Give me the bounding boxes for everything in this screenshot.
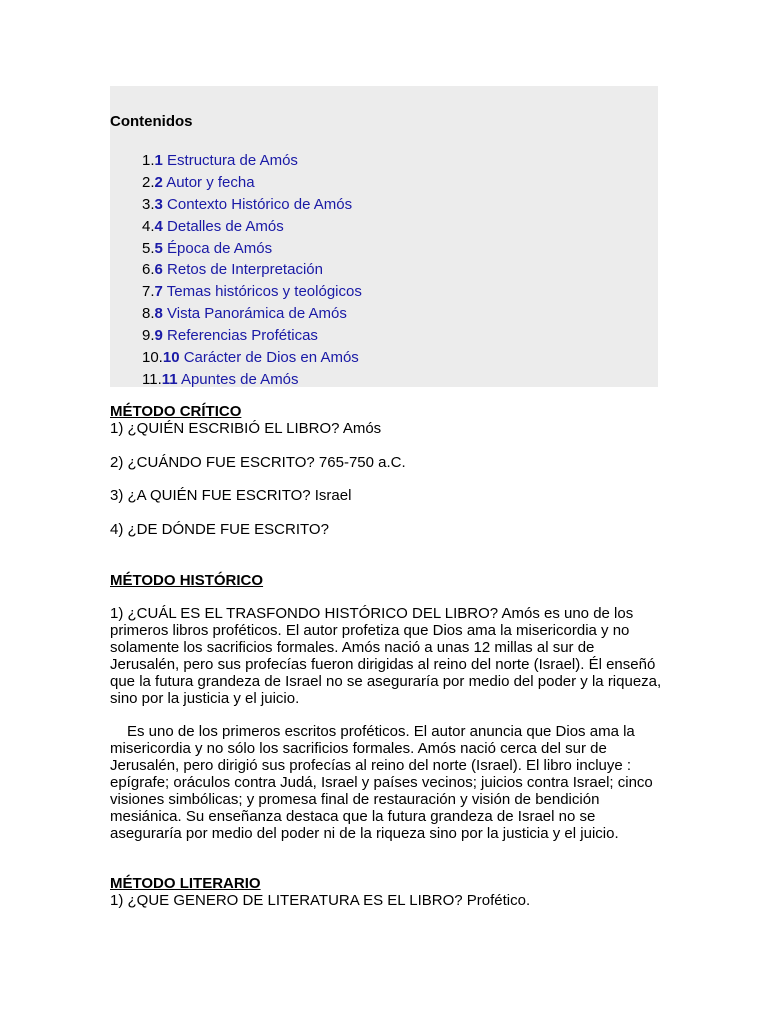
critical-method-section bbox=[110, 403, 670, 437]
toc-item-link[interactable]: Detalles de Amós bbox=[167, 217, 284, 235]
toc-item-number: 4. bbox=[142, 217, 155, 235]
question-genre: 1) ¿QUE GENERO DE LITERATURA ES EL LIBRO? Profético. bbox=[110, 892, 531, 909]
toc-item-link-number[interactable]: 6 bbox=[154, 261, 163, 279]
table-of-contents bbox=[110, 86, 658, 387]
toc-item-number: 11. bbox=[142, 370, 162, 388]
toc-item[interactable] bbox=[142, 172, 362, 194]
toc-item[interactable] bbox=[142, 303, 362, 325]
toc-item-number: 1. bbox=[142, 152, 155, 169]
toc-item-link[interactable]: Contexto Histórico de Amós bbox=[167, 195, 353, 213]
toc-item-link[interactable]: Época de Amós bbox=[167, 239, 273, 257]
toc-item-link[interactable]: Estructura de Amós bbox=[167, 152, 298, 169]
question-to-whom: 3) ¿A QUIÉN FUE ESCRITO? Israel bbox=[110, 487, 352, 504]
question-who: 1) ¿QUIÉN ESCRIBIÓ EL LIBRO? Amós bbox=[110, 420, 382, 437]
literary-method-section bbox=[110, 875, 670, 909]
literary-method-heading: MÉTODO LITERARIO bbox=[110, 875, 261, 892]
toc-item-link[interactable]: Referencias Proféticas bbox=[167, 327, 318, 345]
toc-item[interactable] bbox=[142, 194, 362, 216]
toc-item-link-number[interactable]: 9 bbox=[154, 327, 163, 345]
toc-item[interactable] bbox=[142, 150, 362, 172]
toc-item-link-number[interactable]: 7 bbox=[154, 283, 163, 301]
toc-item-link-number[interactable]: 3 bbox=[154, 195, 163, 213]
toc-item[interactable] bbox=[142, 238, 362, 260]
toc-item-number: 2. bbox=[142, 173, 155, 191]
toc-item-link-number[interactable]: 11 bbox=[161, 370, 178, 388]
historical-background-paragraph: 1) ¿CUÁL ES EL TRASFONDO HISTÓRICO DEL LIBRO? Amós es uno de los primeros libros proféticos. El autor profetiza que Dios ama la misericordia y no solamente los sacrificios formales. Amós nació a unas 12 millas al sur de Jerusalén, pero sus profecías fueron dirigidas al reino del norte (Israel). Él enseñó que la futura grandeza de Israel no se aseguraría por medio del poder y la riqueza, sino por la justicia y el juicio. bbox=[110, 605, 662, 707]
historical-method-section bbox=[110, 572, 670, 589]
toc-item-link-number[interactable]: 1 bbox=[154, 152, 163, 169]
toc-item-number: 6. bbox=[142, 261, 155, 279]
critical-method-heading: MÉTODO CRÍTICO bbox=[110, 403, 242, 420]
question-where: 4) ¿DE DÓNDE FUE ESCRITO? bbox=[110, 521, 329, 538]
toc-item-number: 9. bbox=[142, 327, 155, 345]
toc-item[interactable] bbox=[142, 325, 362, 347]
toc-item-number: 7. bbox=[142, 283, 155, 301]
toc-title: Contenidos bbox=[110, 113, 193, 130]
toc-item-number: 10. bbox=[142, 349, 163, 367]
toc-item[interactable] bbox=[142, 347, 362, 369]
toc-item-link-number[interactable]: 10 bbox=[162, 349, 180, 367]
toc-item[interactable] bbox=[142, 369, 362, 391]
toc-list bbox=[142, 150, 362, 391]
toc-item-number: 3. bbox=[142, 195, 155, 213]
toc-item-link-number[interactable]: 5 bbox=[154, 239, 163, 257]
toc-item-number: 8. bbox=[142, 305, 155, 323]
toc-item-link[interactable]: Retos de Interpretación bbox=[167, 261, 323, 279]
toc-item-link[interactable]: Autor y fecha bbox=[166, 173, 255, 191]
historical-method-heading: MÉTODO HISTÓRICO bbox=[110, 572, 264, 589]
toc-item-link-number[interactable]: 2 bbox=[154, 173, 163, 191]
toc-item-link[interactable]: Vista Panorámica de Amós bbox=[167, 305, 347, 323]
toc-item-link[interactable]: Apuntes de Amós bbox=[180, 370, 299, 388]
question-when: 2) ¿CUÁNDO FUE ESCRITO? 765-750 a.C. bbox=[110, 454, 406, 471]
toc-item-number: 5. bbox=[142, 239, 155, 257]
toc-item-link-number[interactable]: 8 bbox=[154, 305, 163, 323]
toc-item-link[interactable]: Temas históricos y teológicos bbox=[166, 283, 362, 301]
toc-item[interactable] bbox=[142, 259, 362, 281]
toc-item-link-number[interactable]: 4 bbox=[154, 217, 163, 235]
historical-summary-paragraph: Es uno de los primeros escritos proféticos. El autor anuncia que Dios ama la misericordia y no sólo los sacrificios formales. Amós nació cerca del sur de Jerusalén, pero dirigió sus profecías al reino del norte (Israel). El libro incluye : epígrafe; oráculos contra Judá, Israel y países vecinos; juicios contra Israel; cinco visiones simbólicas; y promesa final de restauración y visión de bendición mesiánica. Su enseñanza destaca que la futura grandeza de Israel no se aseguraría por medio del poder ni de la riqueza sino por la justicia y el juicio. bbox=[110, 723, 653, 842]
toc-item[interactable] bbox=[142, 216, 362, 238]
toc-item[interactable] bbox=[142, 281, 362, 303]
toc-item-link[interactable]: Carácter de Dios en Amós bbox=[183, 349, 359, 367]
